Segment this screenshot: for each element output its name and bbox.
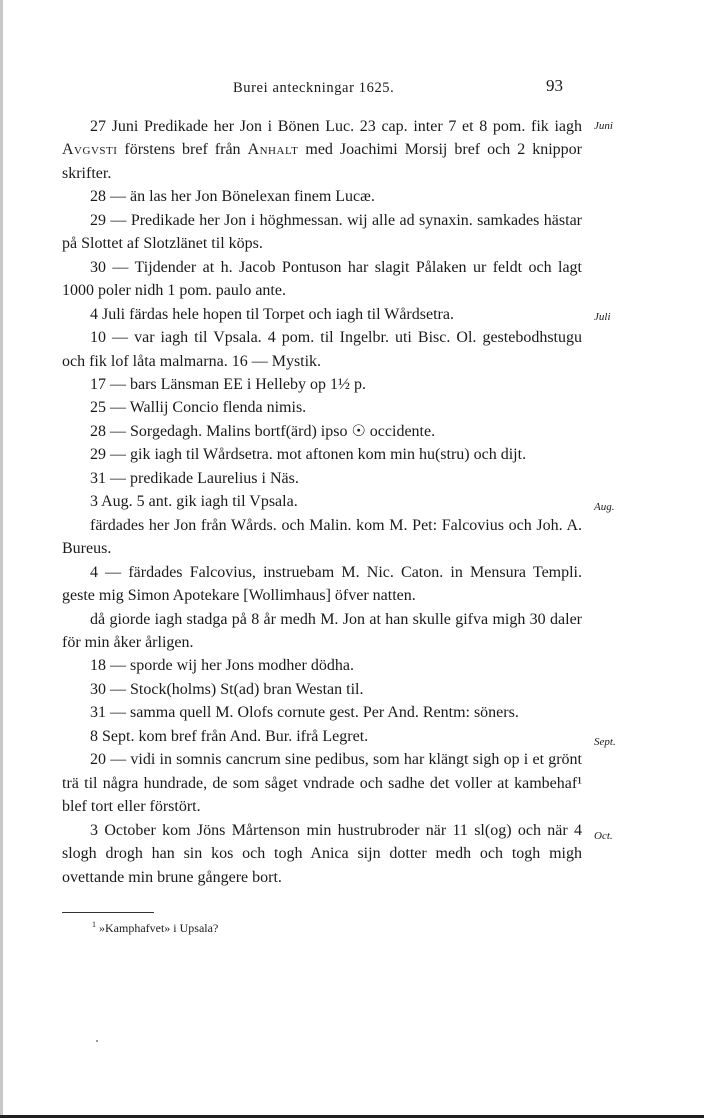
diary-entry: 29 — Predikade her Jon i höghmessan. wij alle ad synaxin. samkades hästar på Slottet af Slotzlänet til köps. xyxy=(62,211,582,253)
diary-entry: 17 — bars Länsman EE i Helleby op 1½ p. xyxy=(90,375,366,393)
margin-note-aug: Aug. xyxy=(594,501,615,514)
paper-speck xyxy=(96,1040,98,1042)
footnote xyxy=(92,918,218,935)
margin-note-juni: Juni xyxy=(594,120,613,132)
diary-entry: 10 — var iagh til Vpsala. 4 pom. til Ingelbr. uti Bisc. Ol. gestebodhstugu och fik lof låta malmarna. 16 — Mystik. xyxy=(62,329,582,370)
diary-entry: 20 — vidi in somnis cancrum sine pedibus, som har klängt sigh op i et grönt trä til några hundrade, de som såget vndrade och sadhe det voller at kambehaf¹ blef tort eller förstört. xyxy=(62,751,582,816)
diary-entry: 25 — Wallij Concio flenda nimis. xyxy=(90,399,307,417)
margin-note-sept: Sept. xyxy=(594,735,616,748)
diary-entry: färdades her Jon från Wårds. och Malin. kom M. Pet: Falcovius och Joh. A. Bureus. xyxy=(62,516,582,558)
diary-entry: 29 — gik iagh til Wårdsetra. mot aftonen kom min hu(stru) och dijt. xyxy=(90,446,527,464)
running-title: Burei anteckningar 1625. xyxy=(233,80,395,96)
name-augusti: Avgvsti xyxy=(62,141,118,159)
diary-entry: 18 — sporde wij her Jons modher dödha. xyxy=(90,657,354,675)
footnote-marker: 1 xyxy=(92,920,96,929)
diary-entry: 30 — Tijdender at h. Jacob Pontuson har slagit Pålaken ur feldt och lagt 1000 poler nidh 1 pom. paulo ante. xyxy=(62,258,582,300)
footnote-text: »Kamphafvet» i Upsala? xyxy=(99,921,219,935)
diary-entry: 28 — Sorgedagh. Malins bortf(ärd) ipso ☉ occidente. xyxy=(90,422,436,440)
diary-entry: 4 Juli färdas hele hopen til Torpet och iagh til Wårdsetra. Juli xyxy=(62,303,582,326)
diary-entry: 28 — än las her Jon Bönelexan finem Lucæ. xyxy=(90,188,375,206)
diary-entry: 8 Sept. kom bref från And. Bur. ifrå Legret. Sept. xyxy=(62,725,582,748)
page-header xyxy=(0,76,704,104)
diary-entry: 3 Aug. 5 ant. gik iagh til Vpsala. Aug. xyxy=(62,490,582,513)
diary-entry: 4 — färdades Falcovius, instruebam M. Nic. Caton. in Mensura Templi. geste mig Simon Apotekare [Wollimhaus] öfver natten. xyxy=(62,563,582,605)
name-anhalt: Anhalt xyxy=(247,141,299,159)
diary-entry: 3 October kom Jöns Mårtenson min hustrubroder när 11 sl(og) och när 4 slogh drogh han sin kos och togh Anica sijn dotter medh och togh migh ovettande min brune gångere bort. Oct. xyxy=(62,821,613,886)
diary-entry: 31 — predikade Laurelius i Näs. xyxy=(90,469,299,487)
margin-note-juli: Juli xyxy=(594,310,611,323)
page-left-edge xyxy=(0,0,3,1118)
diary-entry: 27 Juni Predikade her Jon i Bönen Luc. 23 cap. inter 7 et 8 pom. fik iagh Avgvsti förstens bref från Anhalt med Joachimi Morsij bref och 2 knippor skrifter. Juni xyxy=(62,115,582,185)
diary-entry: då giorde iagh stadga på 8 år medh M. Jon at han skulle gifva migh 30 daler för min åker årligen. xyxy=(62,610,582,651)
footnote-rule xyxy=(62,912,154,913)
diary-entry: 30 — Stock(holms) St(ad) bran Westan til. xyxy=(90,680,364,698)
page-number: 93 xyxy=(546,76,563,95)
body-text xyxy=(62,115,616,889)
diary-entry: 31 — samma quell M. Olofs cornute gest. Per And. Rentm: söners. xyxy=(90,704,519,722)
margin-note-oct: Oct. xyxy=(594,829,613,842)
